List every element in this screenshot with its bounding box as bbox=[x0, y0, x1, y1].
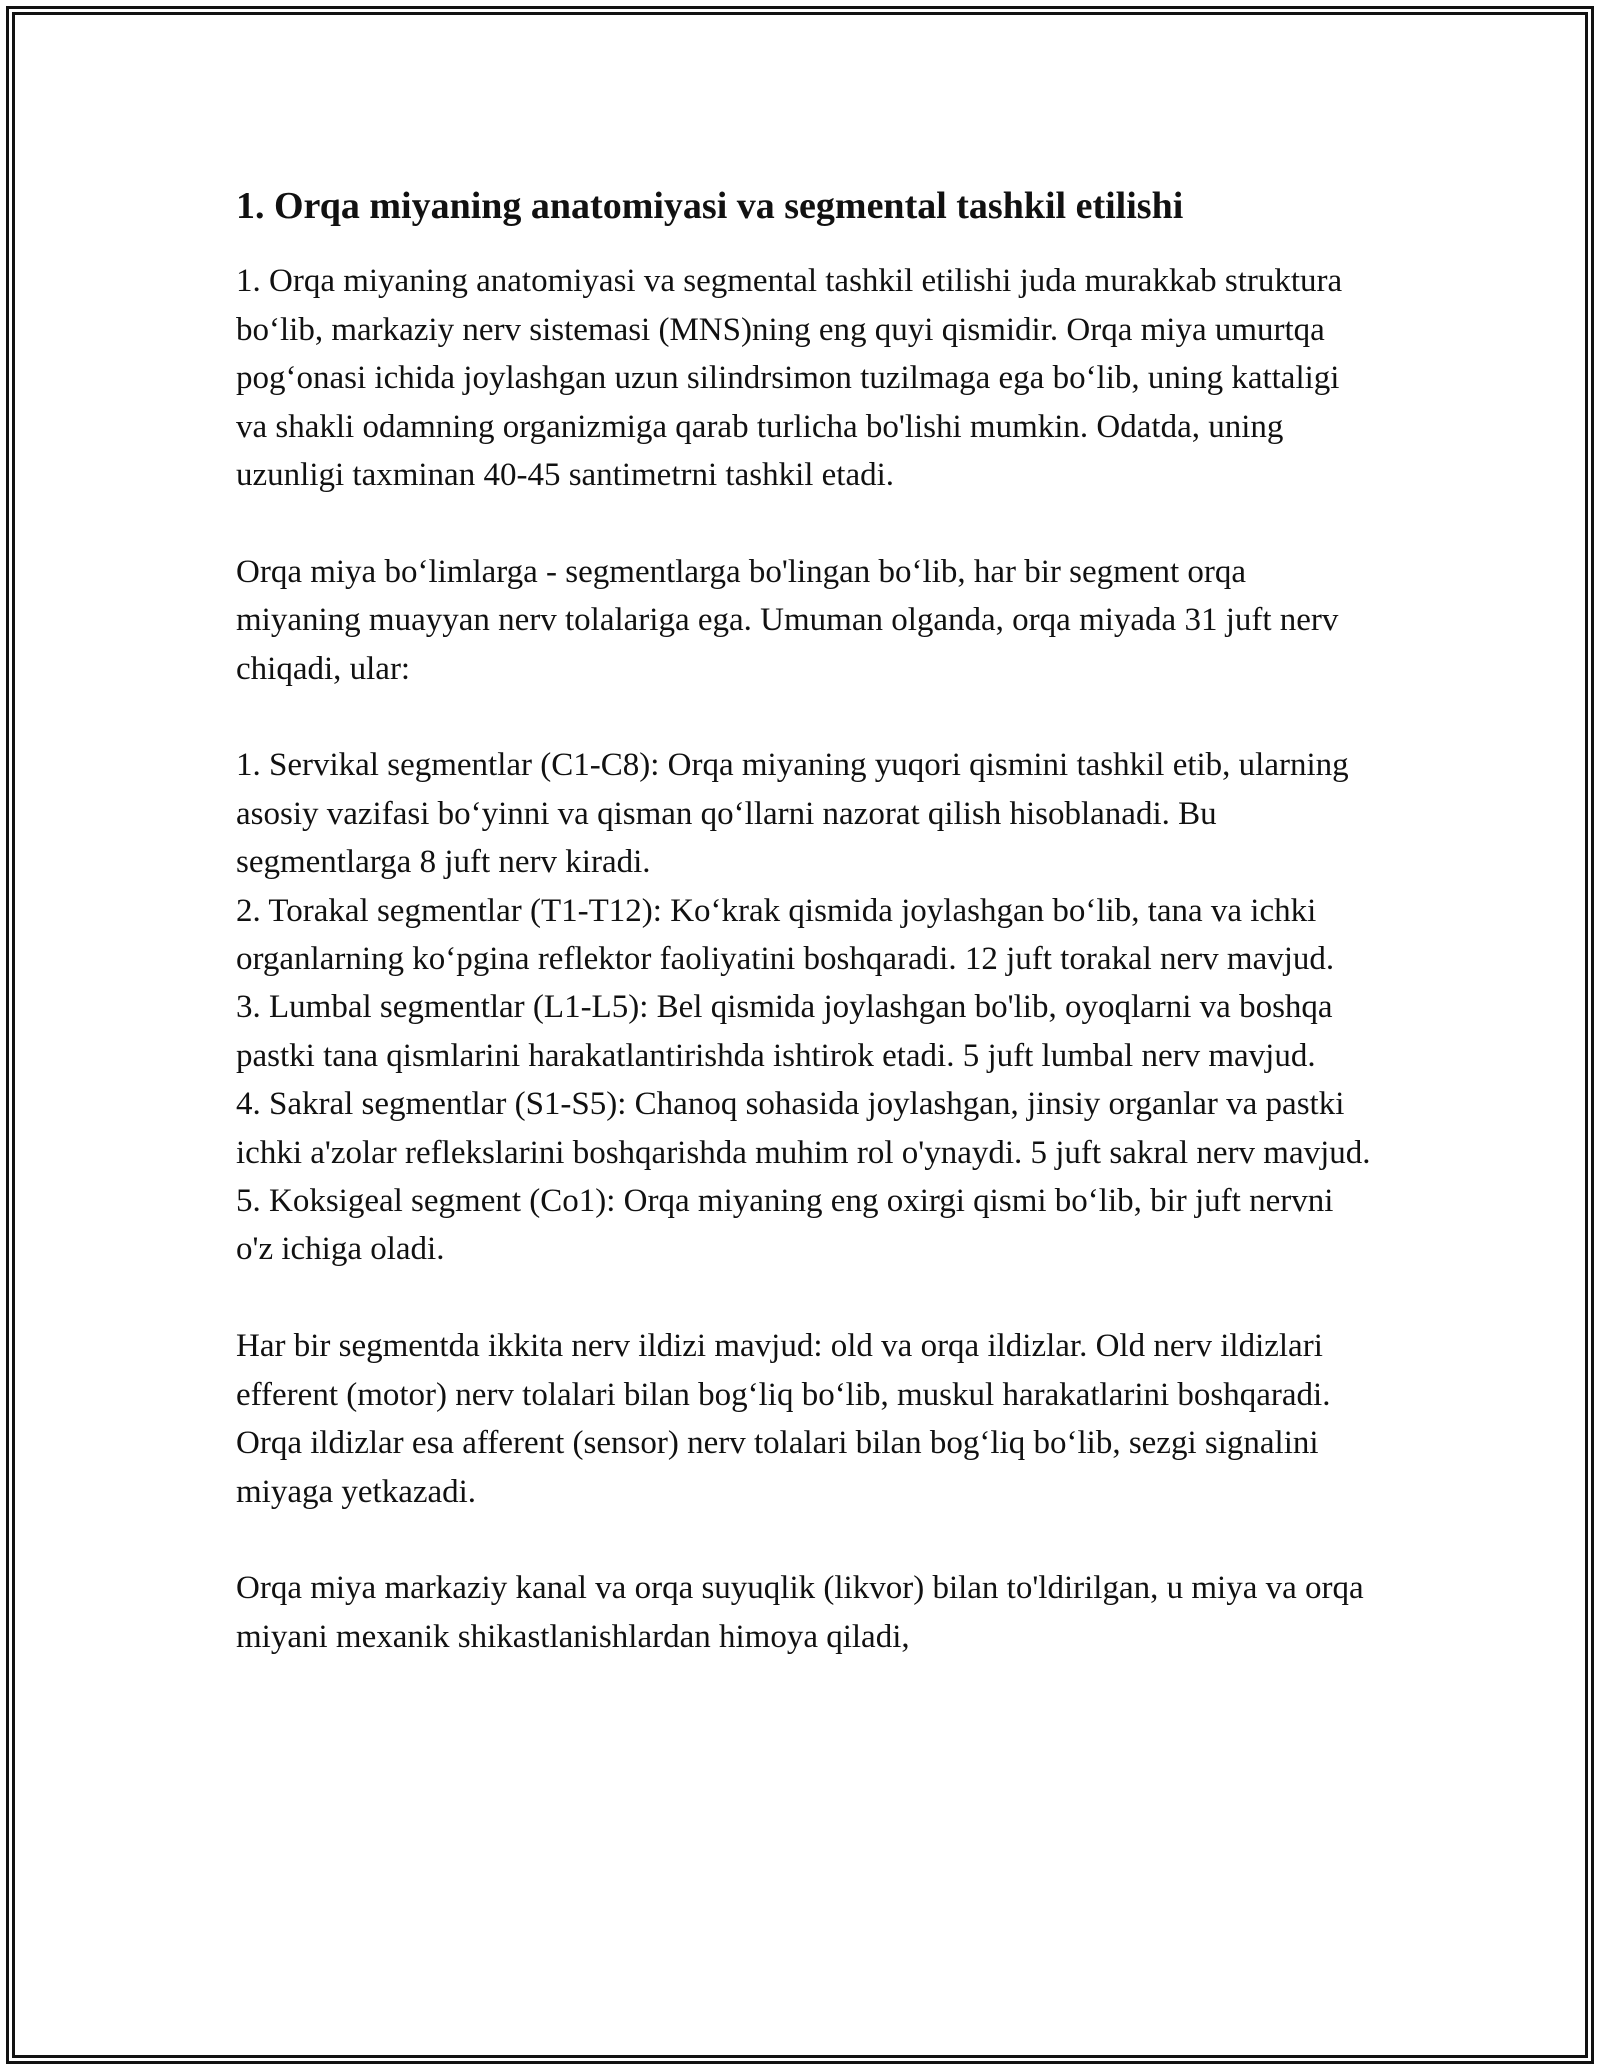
list-item-sakral: 4. Sakral segmentlar (S1-S5): Chanoq sohasida joylashgan, jinsiy organlar va pastki ichki a'zolar reflekslarini boshqarishda muhim rol o'ynaydi. 5 juft sakral nerv mavjud. bbox=[236, 1086, 1371, 1171]
list-item-lumbal: 3. Lumbal segmentlar (L1-L5): Bel qismida joylashgan bo'lib, oyoqlarni va boshqa pastki tana qismlarini harakatlantirishda ishtirok etadi. 5 juft lumbal nerv mavjud. bbox=[236, 989, 1333, 1074]
document-body bbox=[236, 257, 1376, 1661]
intro-paragraph: 1. Orqa miyaning anatomiyasi va segmental tashkil etilishi juda murakkab struktura bo‘lib, markaziy nerv sistemasi (MNS)ning eng quyi qismidir. Orqa miya umurtqa pog‘onasi ichida joylashgan uzun silindrsimon tuzilmaga ega bo‘lib, uning kattaligi va shakli odamning organizmiga qarab turlicha bo'lishi mumkin. Odatda, uning uzunligi taxminan 40-45 santimetrni tashkil etadi. bbox=[236, 263, 1343, 494]
list-item-koksigeal: 5. Koksigeal segment (Co1): Orqa miyaning eng oxirgi qismi bo‘lib, bir juft nervni o'z ichiga oladi. bbox=[236, 1183, 1334, 1268]
central-canal-paragraph: Orqa miya markaziy kanal va orqa suyuqlik (likvor) bilan to'ldirilgan, u miya va orqa miyani mexanik shikastlanishlardan himoya qiladi, bbox=[236, 1570, 1364, 1655]
segments-intro-paragraph: Orqa miya bo‘limlarga - segmentlarga bo'lingan bo‘lib, har bir segment orqa miyaning muayyan nerv tolalariga ega. Umuman olganda, orqa miyada 31 juft nerv chiqadi, ular: bbox=[236, 553, 1339, 687]
list-item-torakal: 2. Torakal segmentlar (T1-T12): Ko‘krak qismida joylashgan bo‘lib, tana va ichki organlarning ko‘pgina reflektor faoliyatini boshqaradi. 12 juft torakal nerv mavjud. bbox=[236, 892, 1335, 978]
list-item-servikal: 1. Servikal segmentlar (C1-C8): Orqa miyaning yuqori qismini tashkil etib, ularning asosiy vazifasi bo‘yinni va qisman qo‘llarni nazorat qilish hisoblanadi. Bu segmentlarga 8 juft nerv kiradi. bbox=[236, 747, 1349, 881]
nerve-roots-paragraph: Har bir segmentda ikkita nerv ildizi mavjud: old va orqa ildizlar. Old nerv ildizlari efferent (motor) nerv tolalari bilan bog‘liq bo‘lib, muskul harakatlarini boshqaradi. Orqa ildizlar esa afferent (sensor) nerv tolalari bilan bog‘liq bo‘lib, sezgi signalini miyaga yetkazadi. bbox=[236, 1328, 1331, 1510]
document-page bbox=[236, 182, 1376, 1661]
document-title: 1. Orqa miyaning anatomiyasi va segmental tashkil etilishi bbox=[236, 185, 1184, 227]
